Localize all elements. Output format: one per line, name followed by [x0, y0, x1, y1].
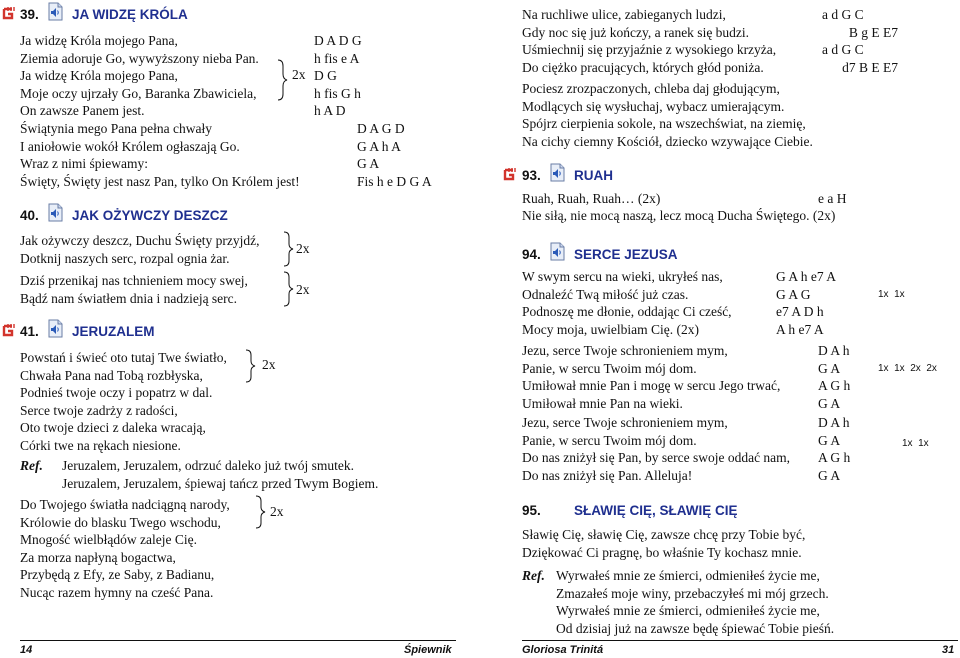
song-number: 39. [20, 7, 39, 22]
verse: Na ruchliwe ulice, zabieganych ludzi, Gdy noc się już kończy, a ranek się budzi. Uśmiechnij się przyjaźnie z wysokiego krzyża, Do ciężko pracujących, których głód poniża. [522, 7, 777, 75]
refrain: Jeruzalem, Jeruzalem, odrzuć daleko już twój smutek. Jeruzalem, Jeruzalem, śpiewaj tańcz przed Twym Bogiem. [62, 458, 379, 491]
repeat-label: 2x [292, 67, 306, 82]
song-title: RUAH [574, 168, 613, 183]
verse: W swym sercu na wieki, ukryłeś nas, Odnaleźć Twą miłość już czas. Podnoszę me dłonie, oddając Ci cześć, Mocy moja, uwielbiam Cię. (2x) [522, 269, 732, 337]
song-title: SŁAWIĘ CIĘ, SŁAWIĘ CIĘ [574, 503, 738, 518]
repeat-label: 2x [296, 241, 310, 256]
repeat-label: 2x [296, 282, 310, 297]
verse: Dziś przenikaj nas tchnieniem mocy swej, Bądź nam światłem dnia i nadzieją serc. [20, 273, 248, 306]
chords: D A G D G A h A G A Fis h e D G A [357, 121, 432, 189]
refrain-label: Ref. [20, 458, 43, 473]
chords: G A h e7 A G A G e7 A D h A h e7 A [776, 269, 837, 337]
verse-line: Ruah, Ruah, Ruah… (2x) [522, 191, 661, 206]
verse-line: Nie siłą, nie mocą naszą, lecz mocą Ducha Świętego. (2x) [522, 208, 836, 223]
book-title: Gloriosa Trinitá [522, 644, 604, 656]
audio-file-icon[interactable] [548, 242, 566, 261]
guitar-chord-icon[interactable] [2, 323, 16, 337]
repeat-label: 2x [270, 504, 284, 519]
repeat-brace [282, 230, 294, 268]
audio-file-icon[interactable] [46, 2, 64, 21]
page-number: 31 [942, 644, 955, 656]
verse: Sławię Cię, sławię Cię, zawsze chcę przy Tobie być, Dziękować Ci pragnę, bo właśnie Ty kochasz mnie. [522, 527, 806, 560]
chords: a d G C B g E E7 a d G C d7 B E E7 [822, 7, 898, 75]
song-title: JA WIDZĘ KRÓLA [72, 7, 188, 22]
song-title: JAK OŻYWCZY DESZCZ [72, 208, 228, 223]
verse: Pociesz zrozpaczonych, chleba daj głodującym, Modlących się wysłuchaj, wybacz umierającym. Spójrz cierpienia sokole, na wszechświat, na ziemię, Na cichy ciemny Kościół, dziecko wzywające Ciebie. [522, 81, 813, 149]
song-number: 41. [20, 324, 39, 339]
verse: Powstań i świeć oto tutaj Twe światło, Chwała Pana nad Tobą rozbłyska, Podnieś twoje oczy i popatrz w dal. Serce twoje zadrży z radości, Oto twoje dzieci z daleka wracają, Córki twe na rękach niesione. [20, 350, 227, 453]
chords: D A D G h fis e A D G h fis G h h A D [314, 33, 362, 118]
repeat-brace [244, 348, 256, 384]
verse: Jezu, serce Twoje schronieniem mym, Panie, w sercu Twoim mój dom. Umiłował mnie Pan i mogę w sercu Jego trwać, Umiłował mnie Pan na wieki. [522, 343, 781, 411]
guitar-chord-icon[interactable] [503, 167, 517, 181]
repeat-brace [254, 494, 266, 530]
song-title: SERCE JEZUSA [574, 247, 678, 262]
page-number: 14 [20, 644, 33, 656]
footer-rule [522, 640, 958, 641]
repeat-brace [276, 58, 288, 102]
song-number: 93. [522, 168, 541, 183]
footer-rule [20, 640, 456, 641]
refrain: Wyrwałeś mnie ze śmierci, odmieniłeś życie me, Zmazałeś moje winy, przebaczyłeś mi mój grzech. Wyrwałeś mnie ze śmierci, odmieniłeś życie me, Od dzisiaj już na zawsze będę śpiewać Tobie pieśń. [556, 568, 835, 636]
guitar-chord-icon[interactable] [2, 6, 16, 20]
audio-file-icon[interactable] [46, 203, 64, 222]
audio-file-icon[interactable] [548, 163, 566, 182]
song-number: 94. [522, 247, 541, 262]
verse: Do Twojego światła nadciągną narody, Królowie do blasku Twego wschodu, Mnogość wielbłądów zaleje Cię. Za morza napłyną bogactwa, Przybędą z Efy, ze Saby, z Badianu, Nucąc razem hymny na cześć Pana. [20, 497, 230, 600]
repeat-label: 2x [262, 357, 276, 372]
verse: Jak ożywczy deszcz, Duchu Święty przyjdź, Dotknij naszych serc, rozpal ognia żar. [20, 233, 260, 266]
verse: Świątynia mego Pana pełna chwały I aniołowie wokół Królem ogłaszają Go. Wraz z nimi śpiewamy: Święty, Święty jest nasz Pan, tylko On Królem jest! [20, 121, 300, 189]
song-title: JERUZALEM [72, 324, 155, 339]
song-number: 40. [20, 208, 39, 223]
repeat-count: 1x 1x [878, 289, 905, 300]
chords: D A h G A A G h G A [818, 415, 851, 483]
chords: e a H [818, 191, 847, 206]
audio-file-icon[interactable] [46, 319, 64, 338]
verse: Ja widzę Króla mojego Pana, Ziemia adoruje Go, wywyższony nieba Pan. Ja widzę Króla mojego Pana, Moje oczy ujrzały Go, Baranka Zbawiciela, On zawsze Panem jest. [20, 33, 259, 118]
repeat-brace [282, 270, 294, 308]
repeat-count: 1x 1x 2x 2x [878, 363, 937, 374]
chords: D A h G A A G h G A [818, 343, 851, 411]
book-title: Śpiewnik [404, 644, 452, 656]
song-number: 95. [522, 503, 541, 518]
verse: Jezu, serce Twoje schronieniem mym, Panie, w sercu Twoim mój dom. Do nas zniżył się Pan, by serce swoje oddać nam, Do nas zniżył się Pan. Alleluja! [522, 415, 791, 483]
refrain-label: Ref. [522, 568, 545, 583]
repeat-count: 1x 1x [902, 438, 929, 449]
